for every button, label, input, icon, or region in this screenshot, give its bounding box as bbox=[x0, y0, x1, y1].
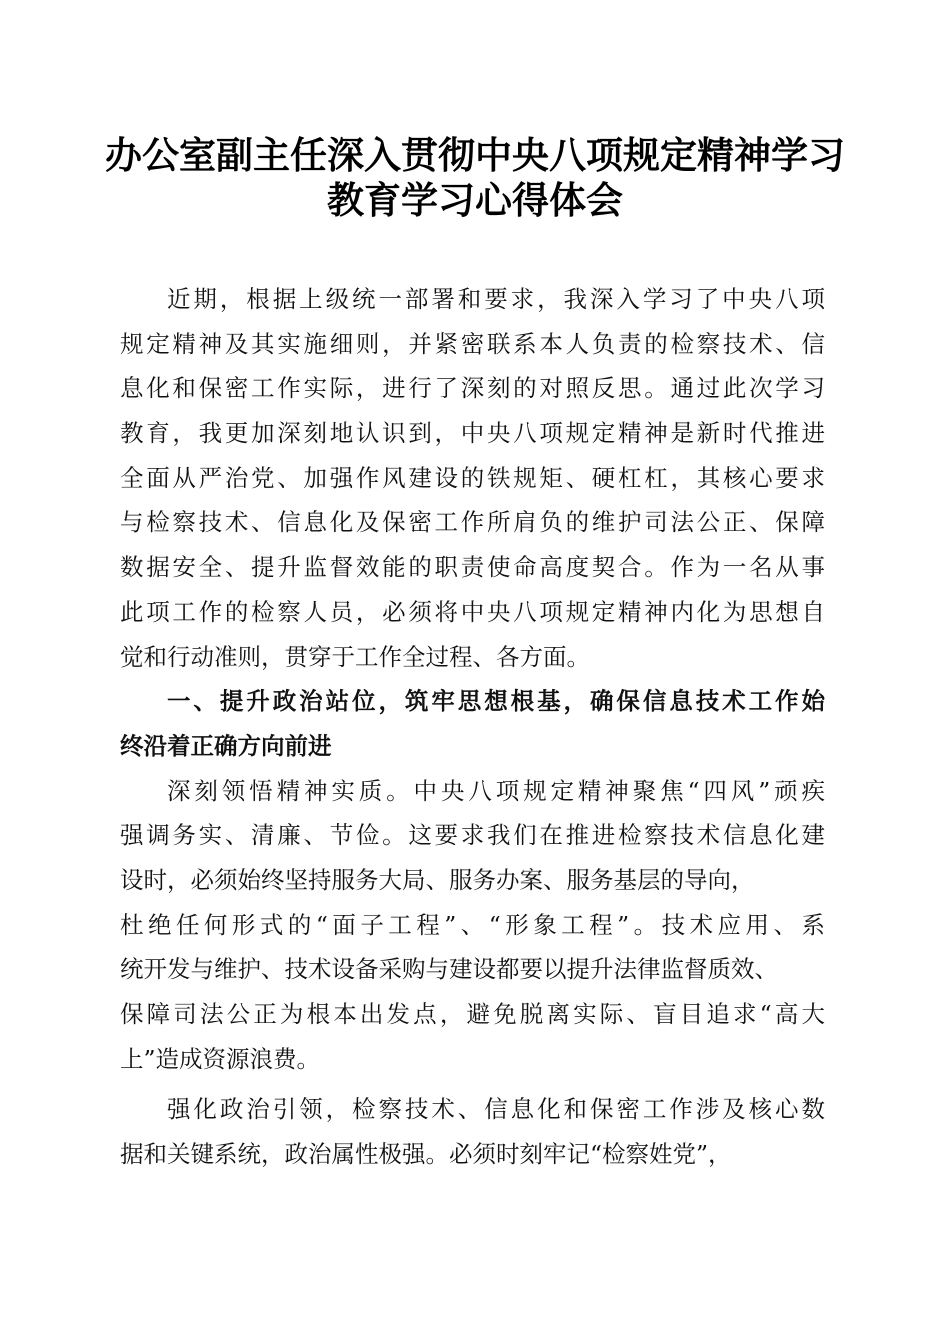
text-line: 息化和保密工作实际，进行了深刻的对照反思。通过此次学习 bbox=[120, 374, 825, 403]
document-body bbox=[120, 277, 825, 1177]
text-line: 教育，我更加深刻地认识到，中央八项规定精神是新时代推进 bbox=[120, 419, 825, 448]
text-line: 规定精神及其实施细则，并紧密联系本人负责的检察技术、信 bbox=[120, 329, 825, 358]
heading-line: 一、提升政治站位，筑牢思想根基，确保信息技术工作始 bbox=[167, 687, 825, 716]
title-line: 办公室副主任深入贯彻中央八项规定精神学习 bbox=[105, 133, 845, 177]
text-line: 据和关键系统，政治属性极强。必须时刻牢记“检察姓党”， bbox=[120, 1140, 732, 1169]
text-line: 杜绝任何形式的“面子工程”、“形象工程”。技术应用、系 bbox=[120, 910, 825, 939]
text-line: 设时，必须始终坚持服务大局、服务办案、服务基层的导向， bbox=[120, 865, 755, 894]
paragraph-intro bbox=[120, 277, 825, 679]
text-line: 深刻领悟精神实质。中央八项规定精神聚焦“四风”顽疾 bbox=[167, 776, 825, 805]
text-line: 上”造成资源浪费。 bbox=[120, 1044, 321, 1073]
title-line: 教育学习心得体会 bbox=[327, 177, 623, 222]
text-line: 全面从严治党、加强作风建设的铁规矩、硬杠杠，其核心要求 bbox=[120, 463, 825, 492]
document-title bbox=[100, 133, 850, 222]
section-heading bbox=[120, 679, 825, 768]
text-line: 强化政治引领，检察技术、信息化和保密工作涉及核心数 bbox=[167, 1095, 825, 1124]
text-line: 数据安全、提升监督效能的职责使命高度契合。作为一名从事 bbox=[120, 553, 825, 582]
text-line: 此项工作的检察人员，必须将中央八项规定精神内化为思想自 bbox=[120, 597, 825, 626]
text-line: 觉和行动准则，贯穿于工作全过程、各方面。 bbox=[120, 642, 590, 671]
text-line: 统开发与维护、技术设备采购与建设都要以提升法律监督质效、 bbox=[120, 955, 778, 984]
text-line: 保障司法公正为根本出发点，避免脱离实际、盲目追求“高大 bbox=[120, 1000, 825, 1028]
paragraph-spirit bbox=[120, 769, 825, 1082]
text-line: 与检察技术、信息化及保密工作所肩负的维护司法公正、保障 bbox=[120, 508, 825, 537]
heading-line: 终沿着正确方向前进 bbox=[120, 731, 332, 760]
paragraph-political bbox=[120, 1087, 825, 1176]
text-line: 强调务实、清廉、节俭。这要求我们在推进检察技术信息化建 bbox=[120, 821, 825, 850]
text-line: 近期，根据上级统一部署和要求，我深入学习了中央八项 bbox=[167, 285, 825, 313]
